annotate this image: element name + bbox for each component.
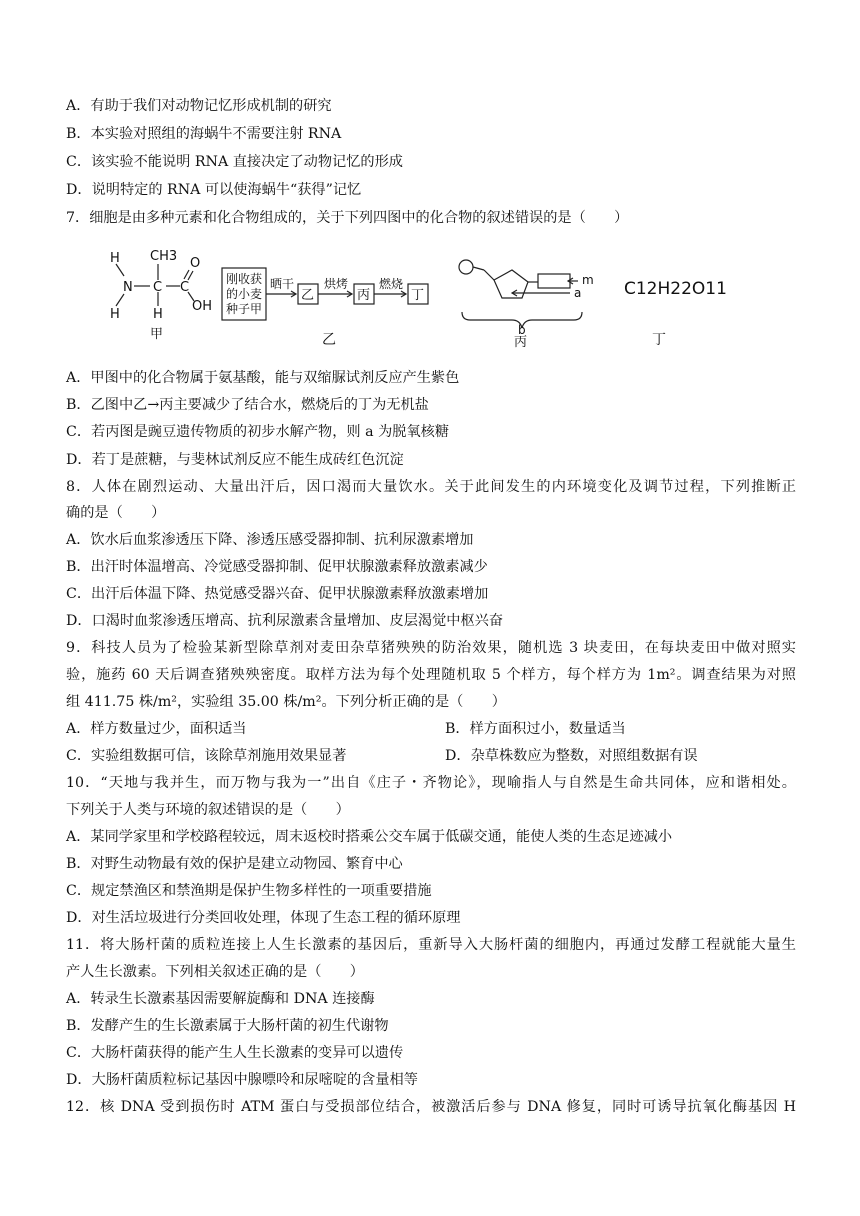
jia-c1: C: [153, 280, 163, 295]
jia-label: 甲: [150, 327, 164, 342]
q7-option-b: B．乙图中乙→丙主要减少了结合水，燃烧后的丁为无机盐: [66, 397, 429, 413]
bing-b: b: [518, 323, 526, 337]
ding-label: 丁: [652, 332, 666, 348]
q9-stem-line2: 验，施药 60 天后调查猪殃殃密度。取样方法为每个处理随机取 5 个样方，每个样方为 1m²。调查结果为对照: [66, 667, 796, 683]
jia-h-left: H: [110, 307, 120, 322]
q10-option-a: A．某同学家里和学校路程较远，周末返校时搭乘公交车属于低碳交通，能使人类的生态足迹减小: [66, 829, 673, 845]
q8-option-a: A．饮水后血浆渗透压下降、渗透压感受器抑制、抗利尿激素增加: [66, 532, 474, 548]
q10-stem-line1: 10．“天地与我并生，而万物与我为一”出自《庄子・齐物论》，现喻指人与自然是生命共同体，应和谐相处。: [66, 775, 796, 791]
jia-h-top: H: [110, 251, 120, 266]
q6-option-d: D．说明特定的 RNA 可以使海蜗牛“获得”记忆: [66, 182, 362, 198]
yi-step1: 晒干: [270, 277, 295, 291]
q7-figure-svg: [100, 236, 760, 352]
q11-option-d: D．大肠杆菌质粒标记基因中腺嘌呤和尿嘧啶的含量相等: [66, 1072, 418, 1088]
yi-step2: 烘烤: [324, 277, 349, 291]
q7-option-a: A．甲图中的化合物属于氨基酸，能与双缩脲试剂反应产生紫色: [66, 370, 460, 386]
bing-label: 丙: [514, 335, 528, 350]
q6-option-b: B．本实验对照组的海蜗牛不需要注射 RNA: [66, 126, 342, 142]
q9-option-b: B．样方面积过小，数量适当: [445, 721, 626, 737]
yi-step3: 燃烧: [379, 277, 404, 291]
q9-stem-line1: 9．科技人员为了检验某新型除草剂对麦田杂草猪殃殃的防治效果，随机选 3 块麦田，在每块麦田中做对照实: [66, 640, 796, 656]
q8-option-b: B．出汗时体温增高、冷觉感受器抑制、促甲状腺激素释放激素减少: [66, 559, 488, 575]
q10-option-d: D．对生活垃圾进行分类回收处理，体现了生态工程的循环原理: [66, 910, 461, 926]
yi-label: 乙: [322, 332, 336, 348]
jia-c2: C: [180, 280, 190, 295]
q7-option-c: C．若丙图是豌豆遗传物质的初步水解产物，则 a 为脱氧核糖: [66, 424, 450, 440]
q11-option-a: A．转录生长激素基因需要解旋酶和 DNA 连接酶: [66, 991, 375, 1007]
q8-stem-line2: 确的是（ ）: [66, 505, 166, 521]
q9-option-d: D．杂草株数应为整数，对照组数据有误: [445, 748, 698, 764]
q7-stem: 7．细胞是由多种元素和化合物组成的，关于下列四图中的化合物的叙述错误的是（ ）: [66, 210, 629, 226]
yi-node2: 丙: [357, 288, 371, 303]
q11-stem-line2: 产人生长激素。下列相关叙述正确的是（ ）: [66, 964, 364, 980]
bing-a: a: [574, 286, 582, 300]
yi-box-line1: 刚收获: [226, 272, 263, 286]
q7-option-d: D．若丁是蔗糖，与斐林试剂反应不能生成砖红色沉淀: [66, 452, 404, 468]
yi-node3: 丁: [411, 288, 425, 303]
jia-o: O: [190, 256, 201, 271]
yi-box-line3: 种子甲: [226, 302, 263, 316]
yi-node1: 乙: [301, 288, 315, 303]
q11-option-b: B．发酵产生的生长激素属于大肠杆菌的初生代谢物: [66, 1018, 389, 1034]
q10-option-c: C．规定禁渔区和禁渔期是保护生物多样性的一项重要措施: [66, 883, 432, 899]
ding-formula: C12H22O11: [624, 279, 727, 299]
q9-option-a: A．样方数量过少，面积适当: [66, 721, 247, 737]
q8-stem-line1: 8．人体在剧烈运动、大量出汗后，因口渴而大量饮水。关于此间发生的内环境变化及调节过程，下列推断正: [66, 479, 796, 495]
q9-option-c: C．实验组数据可信，该除草剂施用效果显著: [66, 748, 347, 764]
jia-n: N: [123, 280, 133, 295]
q10-option-b: B．对野生动物最有效的保护是建立动物园、繁育中心: [66, 856, 403, 872]
q10-stem-line2: 下列关于人类与环境的叙述错误的是（ ）: [66, 802, 350, 818]
jia-oh: OH: [192, 299, 213, 314]
q11-option-c: C．大肠杆菌获得的能产生人生长激素的变异可以遗传: [66, 1045, 404, 1061]
jia-ch3: CH3: [150, 249, 178, 264]
q12-stem-line1: 12．核 DNA 受到损伤时 ATM 蛋白与受损部位结合，被激活后参与 DNA 修复，同时可诱导抗氧化酶基因 H: [66, 1099, 796, 1115]
q8-option-d: D．口渴时血浆渗透压增高、抗利尿激素含量增加、皮层渴觉中枢兴奋: [66, 613, 504, 629]
q6-option-c: C．该实验不能说明 RNA 直接决定了动物记忆的形成: [66, 154, 403, 170]
jia-h-bottom: H: [153, 307, 163, 322]
q8-option-c: C．出汗后体温下降、热觉感受器兴奋、促甲状腺激素释放激素增加: [66, 586, 489, 602]
q6-option-a: A．有助于我们对动物记忆形成机制的研究: [66, 98, 332, 114]
q9-stem-line3: 组 411.75 株/m²，实验组 35.00 株/m²。下列分析正确的是（ ）: [66, 694, 506, 710]
q11-stem-line1: 11．将大肠杆菌的质粒连接上人生长激素的基因后，重新导入大肠杆菌的细胞内，再通过发酵工程就能大量生: [66, 937, 796, 953]
bing-m: m: [582, 273, 594, 287]
yi-box-line2: 的小麦: [226, 287, 263, 301]
q7-figure: [100, 236, 760, 352]
